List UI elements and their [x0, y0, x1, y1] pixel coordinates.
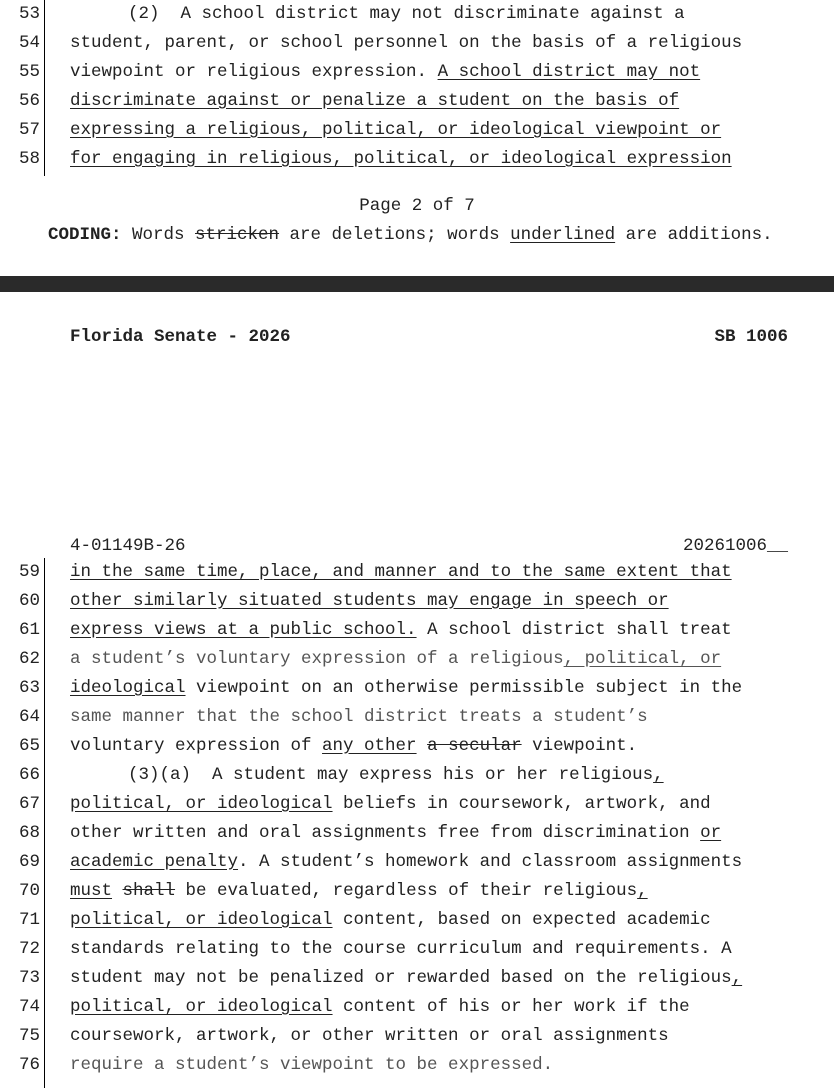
text-segment: other written and oral assignments free from discrimination: [70, 823, 701, 843]
inserted-text: other similarly situated students may engage in speech or: [70, 591, 669, 611]
line-text: [70, 30, 742, 57]
line-number: 68: [18, 823, 40, 843]
text-segment: viewpoint on an otherwise permissible subject in the: [185, 678, 743, 698]
line-number: 53: [18, 4, 40, 24]
line-text: [70, 791, 711, 818]
text-segment: (3)(a) A student may express his or her religious: [128, 765, 654, 785]
line-text: [70, 849, 742, 876]
line-text: [70, 733, 637, 760]
text-segment: (2) A school district may not discriminate against a: [128, 4, 685, 24]
deleted-text: shall: [122, 881, 176, 901]
line-number: 62: [18, 649, 40, 669]
inserted-text: academic penalty: [70, 852, 239, 872]
text-segment: [417, 736, 428, 756]
coding-text-1: Words: [121, 225, 196, 245]
line-number: 75: [18, 1026, 40, 1046]
line-text: [70, 617, 732, 644]
inserted-text: political, or ideological: [70, 910, 333, 930]
text-segment: . A student’s homework and classroom assignments: [238, 852, 743, 872]
bill-line: [0, 703, 834, 732]
inserted-text: , political, or: [563, 649, 722, 669]
bill-line: [0, 116, 834, 145]
inserted-text: for engaging in religious, political, or ideological expression: [70, 149, 732, 169]
text-segment: beliefs in coursework, artwork, and: [332, 794, 711, 814]
line-number: 58: [18, 149, 40, 169]
line-text: [70, 88, 679, 115]
coding-stricken: stricken: [195, 225, 280, 245]
coding-text-2: are deletions; words: [279, 225, 511, 245]
bill-line: [0, 1051, 834, 1080]
line-text: [70, 907, 711, 934]
line-number: 59: [18, 562, 40, 582]
bill-line: [0, 935, 834, 964]
line-text: [70, 117, 721, 144]
text-segment: require a student’s viewpoint to be expressed.: [70, 1055, 554, 1075]
line-number: 69: [18, 852, 40, 872]
line-number: 60: [18, 591, 40, 611]
inserted-text: political, or ideological: [70, 794, 333, 814]
line-text: [70, 1023, 669, 1050]
line-text: [70, 878, 648, 905]
text-segment: a student’s voluntary expression of a religious: [70, 649, 564, 669]
text-segment: same manner that the school district treats a student’s: [70, 707, 648, 727]
coding-label: CODING:: [48, 225, 122, 245]
inserted-text: expressing a religious, political, or ideological viewpoint or: [70, 120, 722, 140]
inserted-text: must: [70, 881, 113, 901]
line-text: [70, 936, 732, 963]
line-number: 56: [18, 91, 40, 111]
bill-line: [0, 964, 834, 993]
text-segment: coursework, artwork, or other written or oral assignments: [70, 1026, 669, 1046]
line-number: 61: [18, 620, 40, 640]
line-text: [70, 588, 669, 615]
text-segment: student may not be penalized or rewarded based on the religious: [70, 968, 732, 988]
bill-line: [0, 819, 834, 848]
bill-draft-id: 4-01149B-26: [70, 536, 186, 556]
line-text: [70, 1052, 553, 1079]
bill-page-3: [0, 292, 834, 1088]
bill-line: [0, 0, 834, 29]
bill-line: [0, 87, 834, 116]
line-text: [70, 146, 732, 173]
line-number: 55: [18, 62, 40, 82]
text-segment: viewpoint or religious expression.: [70, 62, 438, 82]
line-number: 63: [18, 678, 40, 698]
line-text: [128, 1, 685, 28]
line-number: 70: [18, 881, 40, 901]
inserted-text: ,: [637, 881, 648, 901]
inserted-text: ideological: [70, 678, 186, 698]
line-text: [70, 994, 690, 1021]
bill-code: 20261006__: [682, 536, 788, 556]
line-number: 67: [18, 794, 40, 814]
page-number: Page 2 of 7: [359, 196, 475, 216]
line-number: 74: [18, 997, 40, 1017]
line-number: 64: [18, 707, 40, 727]
text-segment: be evaluated, regardless of their religious: [175, 881, 638, 901]
bill-line: [0, 877, 834, 906]
line-number: 71: [18, 910, 40, 930]
coding-underlined: underlined: [510, 225, 616, 245]
bill-line: [0, 761, 834, 790]
bill-line: [0, 29, 834, 58]
bill-line: [0, 848, 834, 877]
bill-line: [0, 145, 834, 174]
text-segment: viewpoint.: [521, 736, 638, 756]
text-segment: content, based on expected academic: [332, 910, 711, 930]
bill-line: [0, 790, 834, 819]
coding-text-3: are additions.: [615, 225, 773, 245]
bill-line: [0, 993, 834, 1022]
line-number: 72: [18, 939, 40, 959]
bill-line: [0, 674, 834, 703]
inserted-text: in the same time, place, and manner and to the same extent that: [70, 562, 732, 582]
text-segment: standards relating to the course curriculum and requirements. A: [70, 939, 732, 959]
page-divider: [0, 276, 834, 292]
deleted-text: a secular: [427, 736, 522, 756]
coding-legend: [48, 224, 773, 246]
bill-line: [0, 558, 834, 587]
line-text: [70, 559, 732, 586]
line-text: [70, 646, 721, 673]
line-text: [70, 704, 648, 731]
line-text: [70, 59, 700, 86]
inserted-text: discriminate against or penalize a student on the basis of: [70, 91, 680, 111]
bill-page-2: [0, 0, 834, 276]
text-segment: [112, 881, 123, 901]
bill-line: [0, 587, 834, 616]
text-segment: content of his or her work if the: [332, 997, 690, 1017]
bill-line: [0, 906, 834, 935]
bill-number: SB 1006: [714, 327, 788, 347]
line-text: [128, 762, 664, 789]
bill-text-lines: [0, 0, 834, 174]
line-text: [70, 675, 742, 702]
inserted-text: A school district may not: [437, 62, 701, 82]
line-text: [70, 820, 721, 847]
bill-line: [0, 1022, 834, 1051]
line-number: 54: [18, 33, 40, 53]
inserted-text: political, or ideological: [70, 997, 333, 1017]
line-number: 57: [18, 120, 40, 140]
text-segment: student, parent, or school personnel on the basis of a religious: [70, 33, 743, 53]
inserted-text: any other: [322, 736, 417, 756]
line-number: 66: [18, 765, 40, 785]
line-number: 73: [18, 968, 40, 988]
inserted-text: express views at a public school.: [70, 620, 417, 640]
bill-line: [0, 616, 834, 645]
line-number: 65: [18, 736, 40, 756]
chamber-header: Florida Senate - 2026: [70, 327, 291, 347]
text-segment: voluntary expression of: [70, 736, 323, 756]
inserted-text: ,: [653, 765, 664, 785]
bill-line: [0, 645, 834, 674]
line-number: 76: [18, 1055, 40, 1075]
bill-line: [0, 58, 834, 87]
inserted-text: ,: [731, 968, 743, 988]
line-text: [70, 965, 742, 992]
bill-text-lines: [0, 558, 834, 1080]
inserted-text: or: [700, 823, 722, 843]
bill-line: [0, 732, 834, 761]
text-segment: A school district shall treat: [416, 620, 732, 640]
